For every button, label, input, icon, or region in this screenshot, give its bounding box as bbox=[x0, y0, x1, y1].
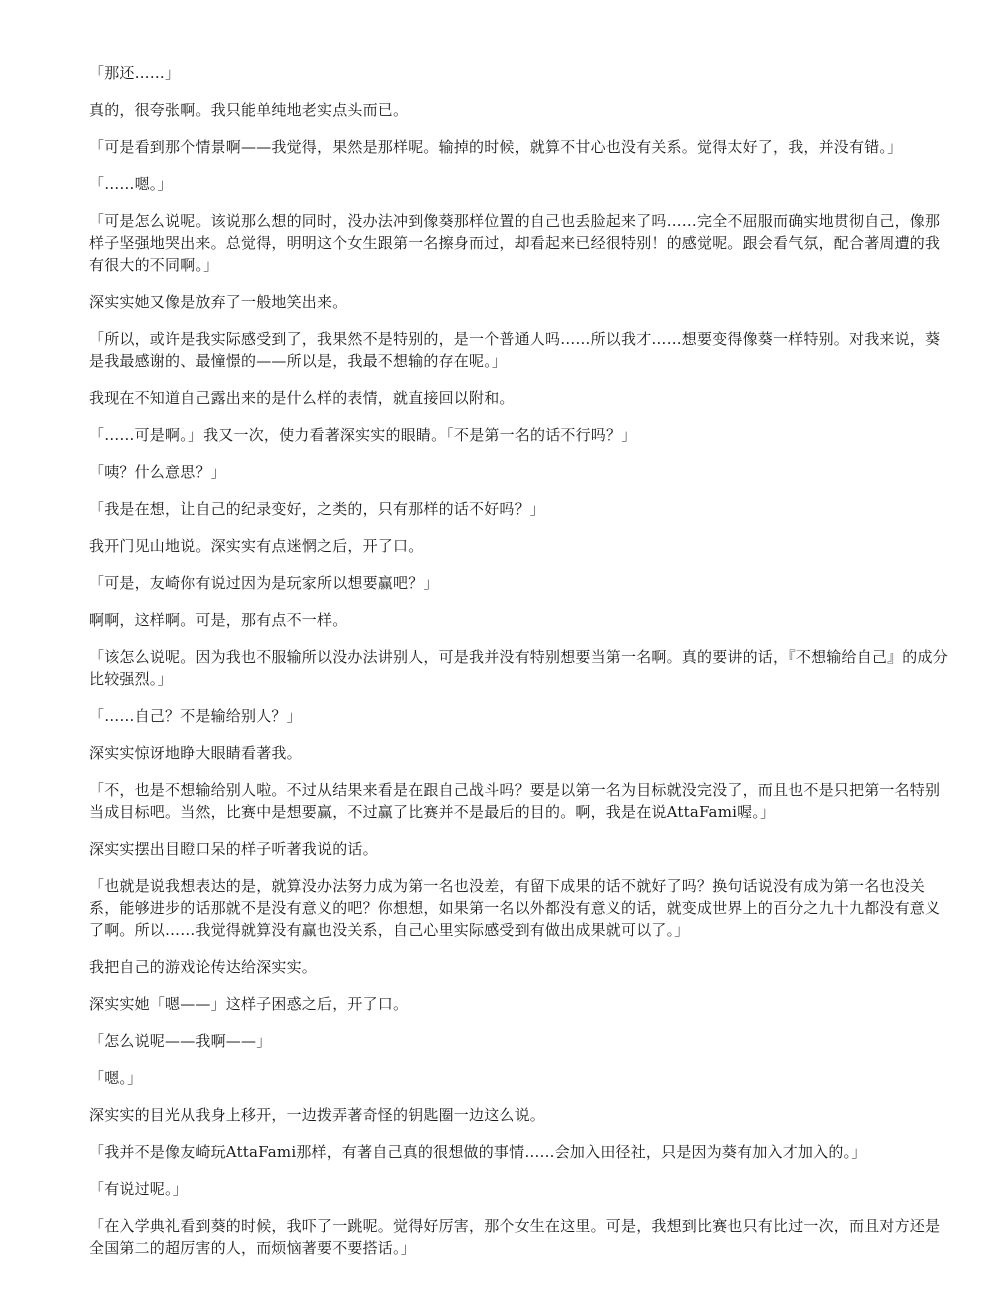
paragraph: 啊啊，这样啊。可是，那有点不一样。 bbox=[89, 611, 348, 629]
paragraph: 「咦？什么意思？」 bbox=[89, 463, 226, 481]
paragraph: 深实实她「嗯——」这样子困惑之后，开了口。 bbox=[89, 995, 409, 1013]
paragraph: 深实实摆出目瞪口呆的样子听著我说的话。 bbox=[89, 840, 378, 858]
paragraph: 「我是在想，让自己的纪录变好，之类的，只有那样的话不好吗？」 bbox=[89, 500, 546, 518]
paragraph: 「可是看到那个情景啊——我觉得，果然是那样呢。输掉的时候，就算不甘心也没有关系。觉得太好了，我，并没有错。」 bbox=[89, 138, 903, 156]
paragraph: 「该怎么说呢。因为我也不服输所以没办法讲别人，可是我并没有特别想要当第一名啊。真的要讲的话，『不想输给自己』的成分比较强烈。」 bbox=[89, 648, 948, 688]
paragraph: 我开门见山地说。深实实有点迷惘之后，开了口。 bbox=[89, 537, 424, 555]
paragraph: 「也就是说我想表达的是，就算没办法努力成为第一名也没差，有留下成果的话不就好了吗？换句话说没有成为第一名也没关系，能够进步的话那就不是没有意义的吧？你想想，如果第一名以外都没有意义的话，就变成世界上的百分之九十九都没有意义了啊。所以……我觉得就算没有赢也没关系，自己心里实际感受到有做出成果就可以了。」 bbox=[89, 877, 941, 939]
document-body bbox=[89, 62, 949, 1274]
paragraph: 「那还……」 bbox=[89, 64, 181, 82]
paragraph: 深实实的目光从我身上移开，一边拨弄著奇怪的钥匙圈一边这么说。 bbox=[89, 1106, 546, 1124]
paragraph: 「不，也是不想输给别人啦。不过从结果来看是在跟自己战斗吗？要是以第一名为目标就没完没了，而且也不是只把第一名特别当成目标吧。当然，比赛中是想要赢，不过赢了比赛并不是最后的目的。啊，我是在说AttaFami喔。」 bbox=[89, 781, 941, 821]
paragraph: 「怎么说呢——我啊——」 bbox=[89, 1032, 272, 1050]
paragraph: 深实实她又像是放弃了一般地笑出来。 bbox=[89, 293, 348, 311]
paragraph: 「可是怎么说呢。该说那么想的同时，没办法冲到像葵那样位置的自己也丢脸起来了吗……完全不屈服而确实地贯彻自己，像那样子坚强地哭出来。总觉得，明明这个女生跟第一名擦身而过，却看起来已经很特别！的感觉呢。跟会看气氛，配合著周遭的我有很大的不同啊。」 bbox=[89, 212, 941, 274]
paragraph: 我现在不知道自己露出来的是什么样的表情，就直接回以附和。 bbox=[89, 389, 515, 407]
paragraph: 「……自己？不是输给别人？」 bbox=[89, 707, 302, 725]
paragraph: 「有说过呢。」 bbox=[89, 1180, 188, 1198]
paragraph: 深实实惊讶地睁大眼睛看著我。 bbox=[89, 744, 302, 762]
paragraph: 「嗯。」 bbox=[89, 1069, 143, 1087]
paragraph: 「……嗯。」 bbox=[89, 175, 173, 193]
paragraph: 「……可是啊。」我又一次，使力看著深实实的眼睛。「不是第一名的话不行吗？」 bbox=[89, 426, 637, 444]
paragraph: 「在入学典礼看到葵的时候，我吓了一跳呢。觉得好厉害，那个女生在这里。可是，我想到比赛也只有比过一次，而且对方还是全国第二的超厉害的人，而烦恼著要不要搭话。」 bbox=[89, 1217, 941, 1257]
paragraph: 「我并不是像友崎玩AttaFami那样，有著自己真的很想做的事情……会加入田径社，只是因为葵有加入才加入的。」 bbox=[89, 1143, 867, 1161]
paragraph: 「所以，或许是我实际感受到了，我果然不是特别的，是一个普通人吗……所以我才……想要变得像葵一样特别。对我来说，葵是我最感谢的、最憧憬的——所以是，我最不想输的存在呢。」 bbox=[89, 330, 941, 370]
paragraph: 「可是，友崎你有说过因为是玩家所以想要赢吧？」 bbox=[89, 574, 439, 592]
paragraph: 我把自己的游戏论传达给深实实。 bbox=[89, 958, 318, 976]
paragraph: 真的，很夸张啊。我只能单纯地老实点头而已。 bbox=[89, 101, 409, 119]
